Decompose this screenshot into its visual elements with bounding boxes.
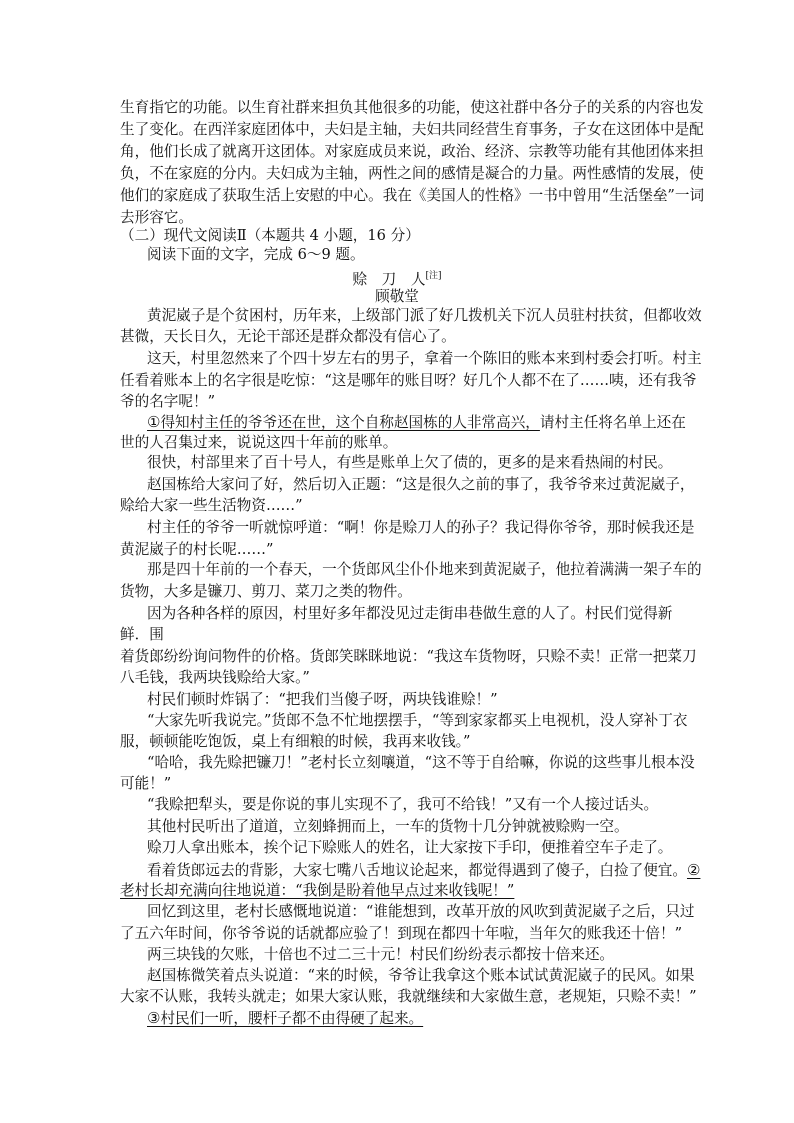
story-line-marked bbox=[147, 860, 700, 881]
passage-line: 去形容它。 bbox=[120, 209, 193, 226]
story-line: 大家不认账，我转头就走；如果大家认账，我就继续和大家做生意，老规矩，只赊不卖！” bbox=[120, 988, 697, 1005]
instruction: 阅读下面的文字，完成 6～9 题。 bbox=[147, 246, 365, 263]
underlined-sentence-2: 老村长却充满向往地说道：“我倒是盼着他早点过来收钱呢！” bbox=[120, 882, 515, 899]
story-line: 赊给大家一些生活物资……” bbox=[120, 497, 303, 514]
story-author: 顾敬堂 bbox=[375, 288, 419, 305]
story-line: 很快，村部里来了百十号人，有些是账单上欠了债的，更多的是来看热闹的村民。 bbox=[147, 454, 673, 471]
story-line: 可能！” bbox=[120, 775, 172, 792]
story-line: 村民们顿时炸锅了：“把我们当傻子呀，两块钱谁赊！” bbox=[147, 691, 498, 708]
story-line: 其他村民听出了道道，立刻蜂拥而上，一车的货物十几分钟就被赊购一空。 bbox=[147, 818, 629, 835]
story-line: 这天，村里忽然来了个四十岁左右的男子，拿着一个陈旧的账本来到村委会打听。村主 bbox=[147, 350, 702, 367]
story-line: 回忆到这里，老村长感慨地说道：“谁能想到，改革开放的风吹到黄泥崴子之后，只过 bbox=[147, 903, 695, 920]
story-line: 赵国栋微笑着点头说道：“来的时候，爷爷让我拿这个账本试试黄泥崴子的民风。如果 bbox=[147, 967, 695, 984]
underlined-sentence-3: 村民们一听，腰杆子都不由得硬了起来。 bbox=[160, 1010, 424, 1027]
passage-line: 角，他们长成了就离开这团体。对家庭成员来说，政治、经济、宗教等功能有其他团体来担 bbox=[120, 143, 704, 160]
story-line: 因为各种各样的原因，村里好多年都没见过走街串巷做生意的人了。村民们觉得新 bbox=[147, 605, 673, 622]
story-line: 村主任的爷爷一听就惊呼道：“啊！你是赊刀人的孙子？我记得你爷爷，那时候我还是 bbox=[147, 519, 695, 536]
story-line: 货物，大多是镰刀、剪刀、菜刀之类的物件。 bbox=[120, 583, 412, 600]
story-line: 鲜．围 bbox=[120, 626, 164, 643]
story-line: 甚微，天长日久，无论干部还是群众都没有信心了。 bbox=[120, 328, 456, 345]
story-line: 任看着账本上的名字很是吃惊：“这是哪年的账目呀？好几个人都不在了……咦，还有我爷 bbox=[120, 372, 697, 389]
story-line: 那是四十年前的一个春天，一个货郎风尘仆仆地来到黄泥崴子，他拉着满满一架子车的 bbox=[147, 561, 702, 578]
story-line-marked bbox=[147, 1008, 423, 1029]
marker-2: ② bbox=[686, 861, 701, 879]
story-line: 两三块钱的欠账，十倍也不过二三十元！村民们纷纷表示都按十倍来还。 bbox=[147, 946, 615, 963]
story-line-tail: 请村主任将名单上还在 bbox=[539, 414, 686, 431]
story-line: 八毛钱，我两块钱赊给大家。” bbox=[120, 669, 310, 686]
story-line: 了五六年时间，你爷爷说的话就都应验了！到现在都四十年啦，当年欠的账我还十倍！” bbox=[120, 925, 683, 942]
story-line-marked bbox=[147, 412, 686, 433]
section-heading: （二）现代文阅读Ⅱ（本题共 4 小题，16 分） bbox=[120, 227, 420, 244]
story-line: 赵国栋给大家问了好，然后切入正题：“这是很久之前的事了，我爷爷来过黄泥崴子， bbox=[147, 476, 695, 493]
story-line: 世的人召集过来，说说这四十年前的账单。 bbox=[120, 434, 398, 451]
story-line: “我赊把犁头，要是你说的事儿实现不了，我可不给钱！”又有一个人接过话头。 bbox=[147, 796, 659, 813]
story-line: 服，顿顿能吃饱饭，桌上有细粮的时候，我再来收钱。” bbox=[120, 733, 471, 750]
passage-line: 生了变化。在西洋家庭团体中，夫妇是主轴，夫妇共同经营生育事务，子女在这团体中是配 bbox=[120, 121, 704, 138]
story-line: 爷的名字呢！” bbox=[120, 393, 216, 410]
story-line-text: 看着货郎远去的背影，大家七嘴八舌地议论起来，都觉得遇到了傻子，白捡了便宜。 bbox=[147, 862, 687, 879]
story-title-text: 赊 刀 人 bbox=[352, 270, 426, 288]
passage-line: 生育指它的功能。以生育社群来担负其他很多的功能，使这社群中各分子的关系的内容也发 bbox=[120, 99, 704, 116]
story-title-note: [注] bbox=[425, 271, 442, 281]
passage-line: 负，不在家庭的分内。夫妇成为主轴，两性之间的感情是凝合的力量。两性感情的发展，使 bbox=[120, 165, 704, 182]
underlined-sentence-1: 得知村主任的爷爷还在世，这个自称赵国栋的人非常高兴， bbox=[160, 414, 540, 431]
marker-3: ③ bbox=[147, 1009, 161, 1027]
story-line: “哈哈，我先赊把镰刀！”老村长立刻嚷道，“这不等于自给嘛，你说的这些事儿根本没 bbox=[147, 754, 695, 771]
story-line: “大家先听我说完。”货郎不急不忙地摆摆手，“等到家家都买上电视机，没人穿补丁衣 bbox=[147, 712, 688, 729]
marker-1: ① bbox=[147, 413, 161, 431]
story-line: 黄泥崴子是个贫困村，历年来，上级部门派了好几拨机关下沉人员驻村扶贫，但都收效 bbox=[147, 307, 702, 324]
story-line: 赊刀人拿出账本，挨个记下赊账人的姓名，让大家按下手印，便推着空车子走了。 bbox=[147, 839, 673, 856]
passage-line: 他们的家庭成了获取生活上安慰的中心。我在《美国人的性格》一书中曾用“生活堡垒”一词 bbox=[120, 187, 705, 204]
story-line: 着货郎纷纷询问物件的价格。货郎笑眯眯地说：“我这车货物呀，只赊不卖！正常一把菜刀 bbox=[120, 648, 697, 665]
story-line: 黄泥崴子的村长呢……” bbox=[120, 541, 274, 558]
